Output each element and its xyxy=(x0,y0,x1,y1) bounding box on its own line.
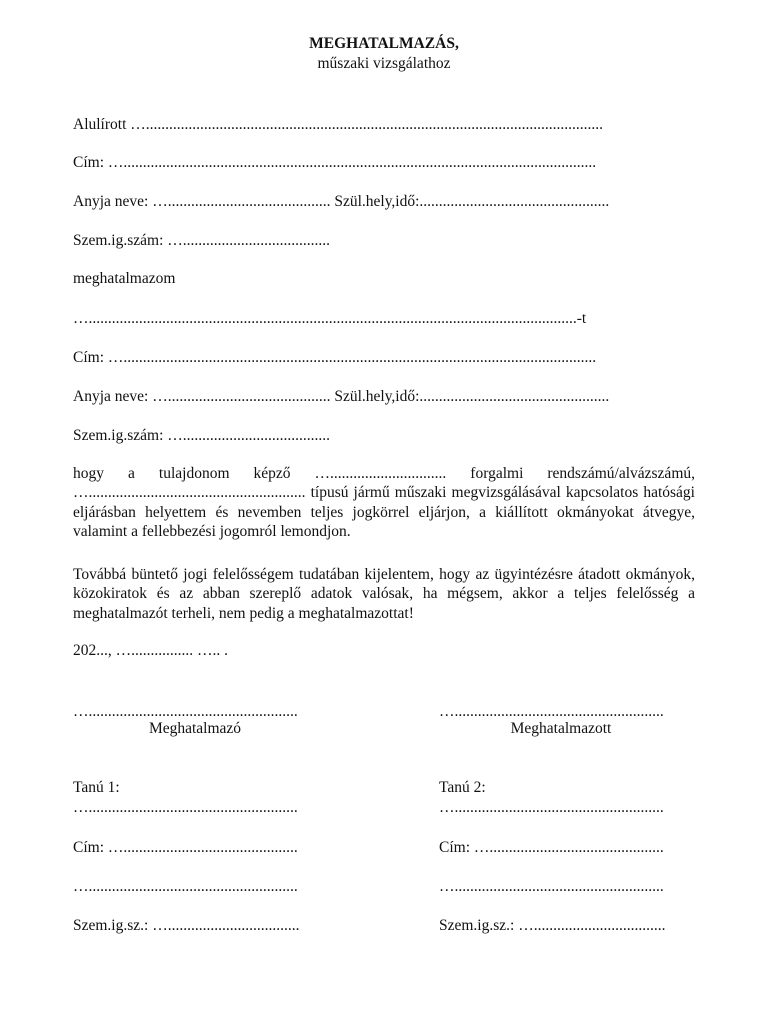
witness1-id-line: Szem.ig.sz.: ….................................. xyxy=(73,917,300,934)
principal-signature-label: Meghatalmazó xyxy=(148,720,242,737)
witness2-address-line: Cím: …............................................. xyxy=(439,839,664,856)
document-subtitle: műszaki vizsgálathoz xyxy=(317,55,451,72)
witness2-id-line: Szem.ig.sz.: ….................................. xyxy=(439,917,666,934)
date-line: 202..., …................ ….. . xyxy=(73,642,228,659)
authorization-paragraph: hogy a tulajdonom képző ….............................. forgalmi rendszámú/alvázszámú, …........................................................ típusú jármű műszaki megvizsgálásával kapcsolatos hatósági eljárásban helyettem és nevemben teljes jogkörrel eljárjon, a kiállított okmányokat átvegye, valamint a fellebbezési jogomról lemondjon. xyxy=(73,465,695,540)
witness1-name-line: …...................................................... xyxy=(73,799,298,816)
agent-signature-line: …...................................................... xyxy=(439,703,664,720)
witness2-name-line: …...................................................... xyxy=(439,799,664,816)
witness1-label: Tanú 1: xyxy=(73,779,120,796)
witness2-label: Tanú 2: xyxy=(439,779,486,796)
agent-name-line: …..............................................................................................................................-t xyxy=(73,310,587,327)
principal-address-line: Cím: ….......................................................................................................................... xyxy=(73,154,597,171)
declaration-paragraph: Továbbá büntető jogi felelősségem tudatában kijelentem, hogy az ügyintézésre átadott okmányok, közokiratok és az abban szereplő adatok valósak, ha mégsem, akkor a teljes felelősség a meghatalmazót terheli, nem pedig a meghatalmazottat! xyxy=(73,566,695,622)
agent-id-line: Szem.ig.szám: …...................................... xyxy=(73,427,331,444)
principal-mother-birth-line: Anyja neve: ….......................................... Szül.hely,idő:................................................. xyxy=(73,193,610,210)
witness1-address-line: Cím: …............................................. xyxy=(73,839,298,856)
witness2-extra-line: …...................................................... xyxy=(439,878,664,895)
authorize-word: meghatalmazom xyxy=(73,270,176,287)
witness1-extra-line: …...................................................... xyxy=(73,878,298,895)
agent-signature-label: Meghatalmazott xyxy=(510,720,612,737)
agent-address-line: Cím: ….......................................................................................................................... xyxy=(73,349,597,366)
principal-id-line: Szem.ig.szám: …...................................... xyxy=(73,232,331,249)
principal-name-line: Alulírott …...................................................................................................................... xyxy=(73,116,604,133)
principal-signature-line: …...................................................... xyxy=(73,703,298,720)
document-title: MEGHATALMAZÁS, xyxy=(309,35,459,52)
agent-mother-birth-line: Anyja neve: ….......................................... Szül.hely,idő:................................................. xyxy=(73,388,610,405)
